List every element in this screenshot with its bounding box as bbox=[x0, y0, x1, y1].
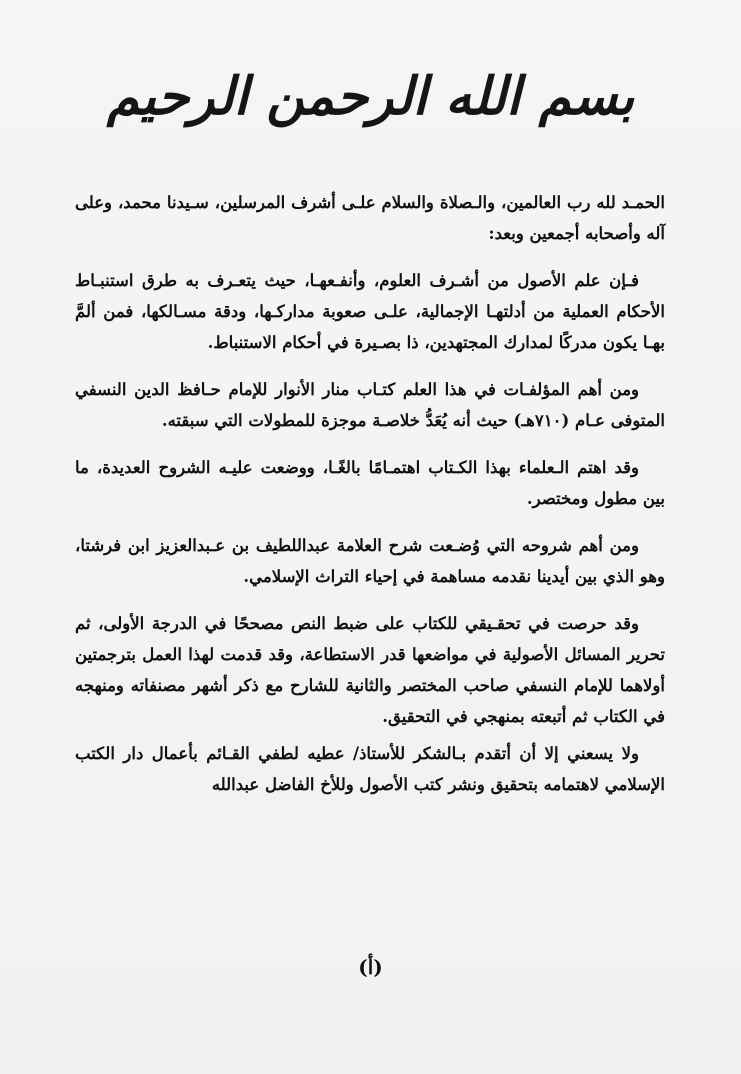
paragraph-2: فـإن علم الأصول من أشـرف العلوم، وأنفـعهـا، حيث يتعـرف به طرق استنبـاط الأحكام العملية من أدلتهـا الإجمالية، علـى صعوبة مداركـها، ودقة مسـالكها، فمن ألمَّ بهـا يكون مدركًا لمدارك المجتهدين، ذا بصـيرة في أحكام الاستنباط. bbox=[75, 271, 665, 352]
body-text bbox=[75, 187, 665, 816]
paragraph-7: ولا يسعني إلا أن أتقدم بـالشكر للأستاذ/ عطيه لطفي القـائم بأعمال دار الكتب الإسلامي لاهتمامه بتحقيق ونشر كتب الأصول وللأخ الفاضل عبدالله bbox=[75, 744, 665, 794]
basmala-heading: بسم الله الرحمن الرحيم bbox=[106, 66, 635, 127]
paragraph-1: الحمـد لله رب العالمين، والـصلاة والسلام علـى أشرف المرسلين، سـيدنا محمد، وعلى آله وأصحابه أجمعين وبعد: bbox=[75, 193, 665, 243]
page-number: (أ) bbox=[358, 955, 383, 979]
paragraph-3: ومن أهم المؤلفـات في هذا العلم كتـاب منار الأنوار للإمام حـافظ الدين النسفي المتوفى عـام (٧١٠هـ) حيث أنه يُعَدُّ خلاصـة موجزة للمطولات التي سبقته. bbox=[75, 380, 665, 430]
paragraph-4: وقد اهتم الـعلماء بهذا الكـتاب اهتمـامًا بالغًـا، ووضعت عليـه الشروح العديدة، ما بين مطول ومختصر. bbox=[75, 458, 665, 508]
paragraph-5: ومن أهم شروحه التي وُضـعت شرح العلامة عبداللطيف بن عـبدالعزيز ابن فرشتا، وهو الذي بين أيدينا نقدمه مساهمة في إحياء التراث الإسلامي. bbox=[75, 536, 665, 586]
paragraph-6: وقد حرصت في تحقـيقي للكتاب على ضبط النص مصححًا في الدرجة الأولى، ثم تحرير المسائل الأصولية في مواضعها قدر الاستطاعة، وقد قدمت لهذا العمل بترجمتين أولاهما للإمام النسفي صاحب المختصر والثانية للشارح مع ذكر أشهر مصنفاته ومنهجه في الكتاب ثم أتبعته بمنهجي في التحقيق. bbox=[75, 614, 665, 726]
